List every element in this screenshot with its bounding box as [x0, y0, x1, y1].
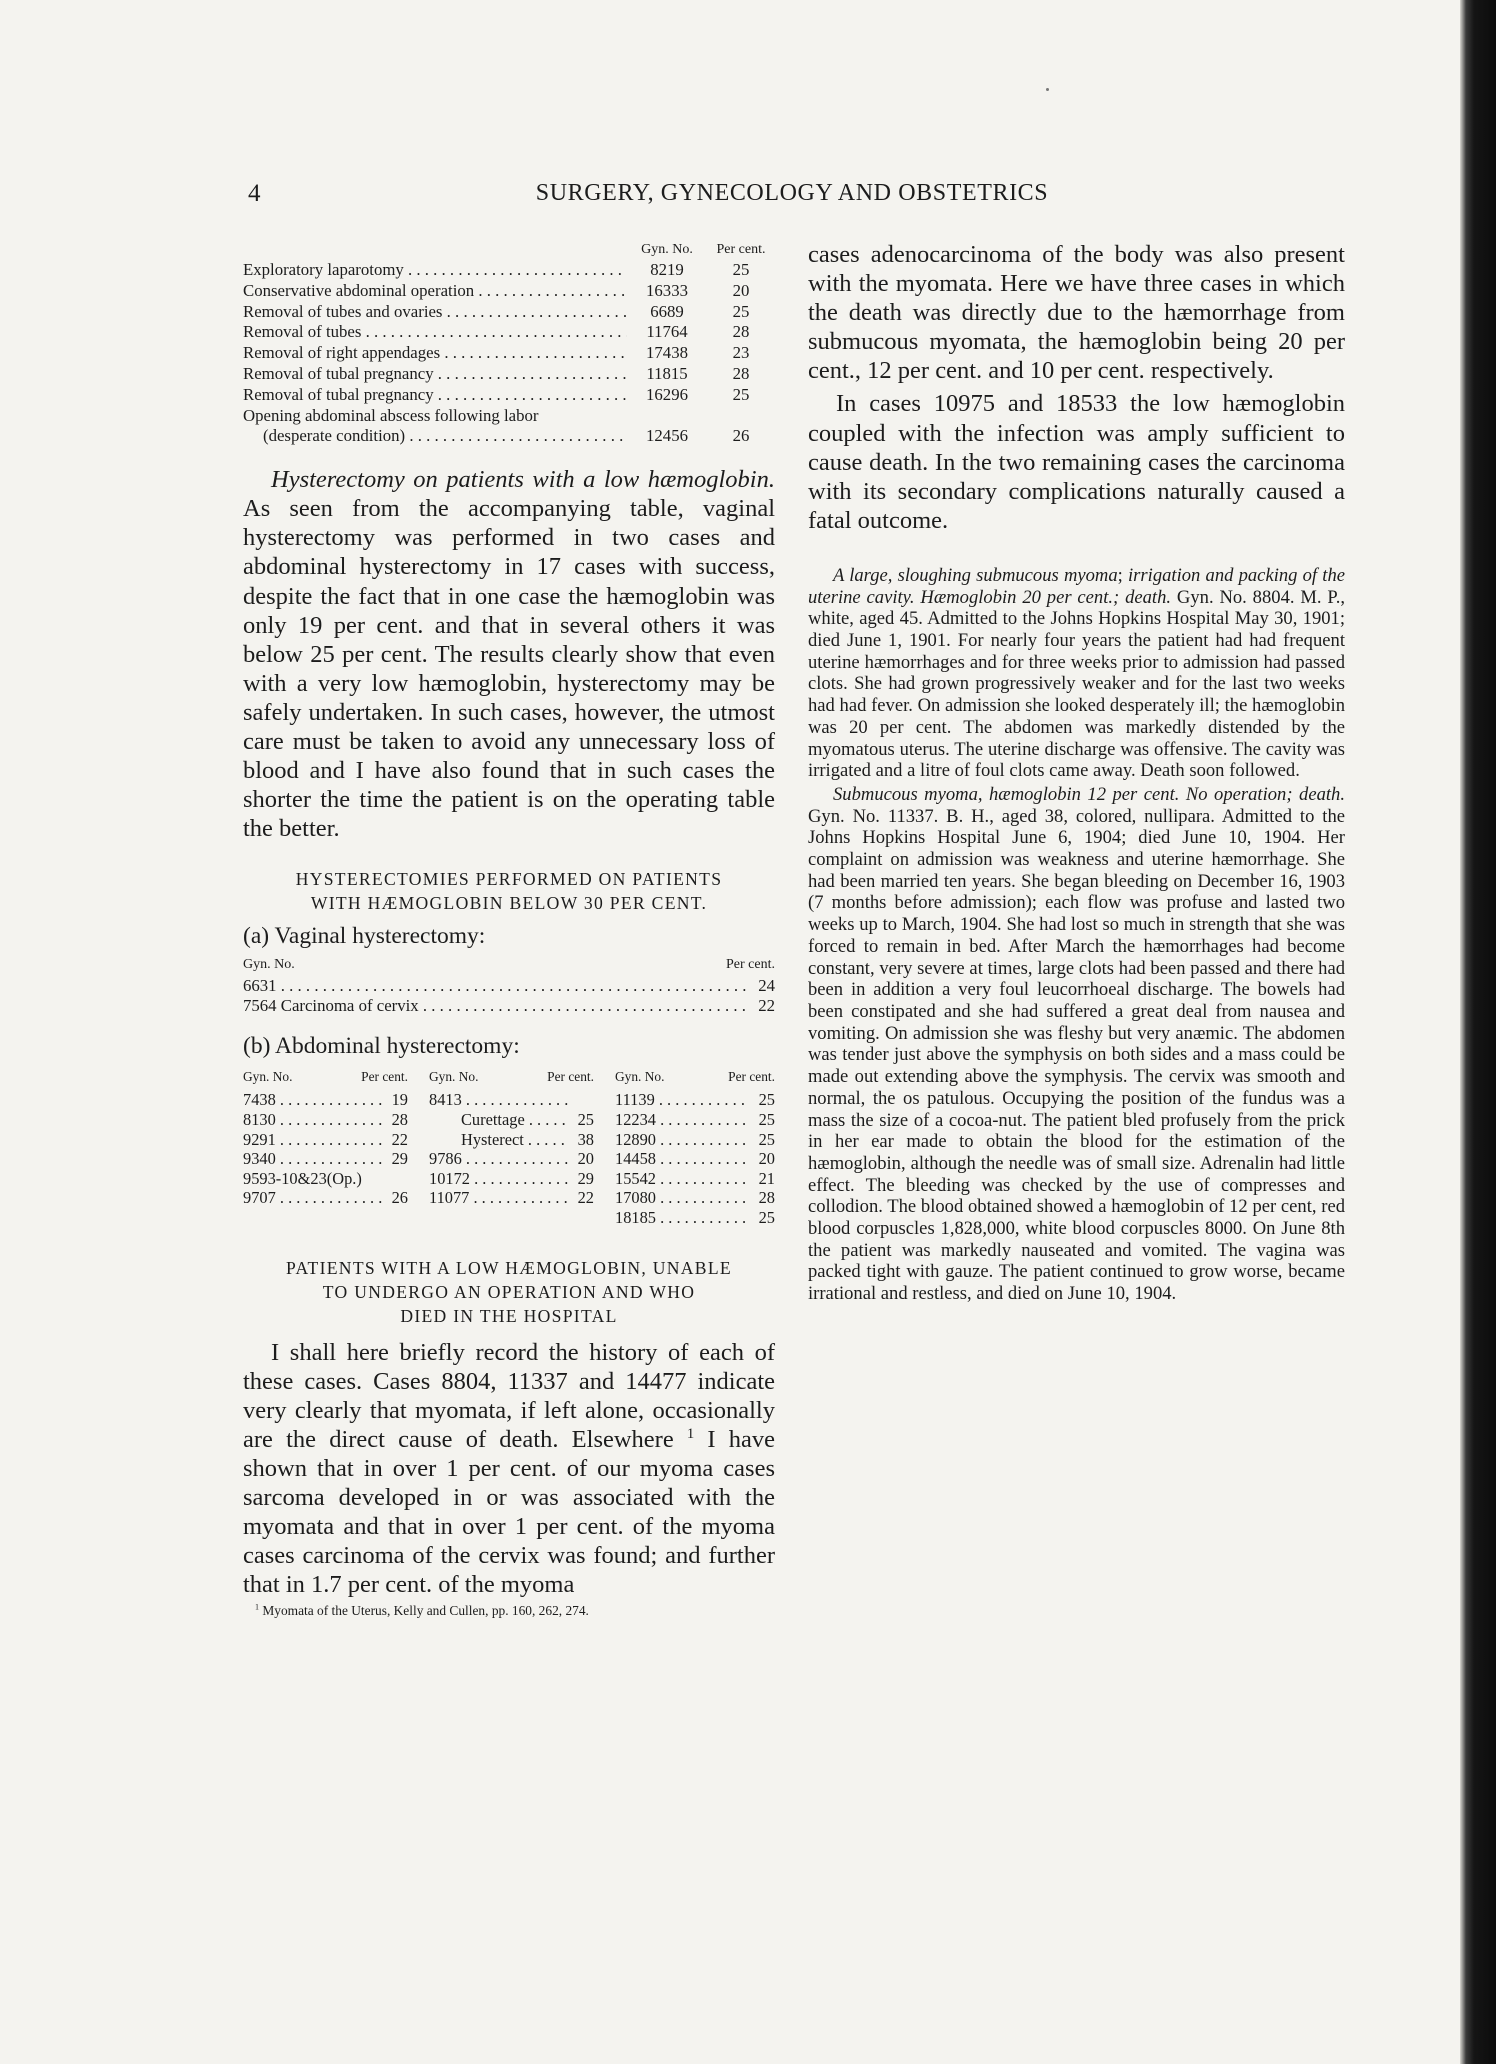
table-row [429, 1110, 594, 1130]
row-pct: 22 [391, 1129, 408, 1149]
table-row [615, 1169, 775, 1189]
abdominal-col-header [429, 1067, 594, 1087]
case-title: A large, sloughing submucous myoma [833, 564, 1118, 586]
row-pct: 22 [577, 1188, 594, 1208]
row-pct: 25 [758, 1110, 775, 1130]
row-pct: 25 [577, 1110, 594, 1130]
row-label: 6631 . . . [243, 976, 749, 997]
row-gyn: 7438 . . . [243, 1090, 382, 1110]
col-header-pct: Per cent. [716, 242, 766, 257]
table-row [243, 1110, 408, 1130]
row-pct: 26 [391, 1188, 408, 1208]
section-heading-line: TO UNDERGO AN OPERATION AND WHO [322, 1281, 696, 1302]
row-gyn: Curettage . . . [429, 1110, 568, 1130]
vaginal-heading: (a) Vaginal hysterectomy: [243, 923, 486, 950]
paragraph-text: As seen from the accompanying table, vaginal hysterectomy was performed in two cases and abdominal hysterectomy in 17 cases with success, despite the fact that in one case the hæmoglobin was only 19 per cent. and that in several others it was below 25 per cent. The results clearly show that even with a very low hæmoglobin, hysterectomy may be safely undertaken. In such cases, however, the utmost care must be taken to avoid any unnecessary loss of blood and I have also found that in such cases the shorter the time the patient is on the operating table the better. [243, 495, 775, 843]
col-header-gyn: Gyn. No. [429, 1068, 479, 1084]
footnote-mark: 1 [255, 1603, 260, 1613]
row-pct: 26 [732, 426, 750, 446]
table-row [243, 1188, 408, 1208]
row-gyn: 9786 . . . [429, 1149, 568, 1169]
row-label: Removal of right appendages . . . [243, 343, 627, 364]
abdominal-col-2 [429, 1067, 594, 1228]
row-gyn: 9340 . . . [243, 1149, 382, 1169]
table-row [243, 996, 775, 1017]
col-header-pct: Per cent. [726, 957, 775, 973]
row-gyn: 6689 [650, 301, 684, 321]
vaginal-table-header [243, 955, 775, 976]
row-pct: 25 [732, 301, 750, 321]
row-gyn: 10172 . . . [429, 1169, 568, 1189]
operations-table-header [243, 240, 775, 260]
row-pct: 20 [758, 1149, 775, 1169]
section-heading-line: DIED IN THE HOSPITAL [400, 1305, 618, 1326]
case-report-8804 [808, 565, 1345, 782]
paragraph-lead: Hysterectomy on patients with a low hæmoglobin. [271, 466, 775, 494]
row-gyn: 12456 [646, 426, 688, 446]
table-row [615, 1110, 775, 1130]
vaginal-table [243, 955, 775, 1017]
section-heading-line: HYSTERECTOMIES PERFORMED ON PATIENTS [295, 869, 723, 890]
row-gyn: 11764 [646, 322, 688, 342]
row-gyn: 9291 . . . [243, 1130, 382, 1150]
paper-speck [1046, 88, 1049, 91]
row-gyn: 8413 . . . [429, 1090, 568, 1110]
case-text: Gyn. No. 11337. B. H., aged 38, colored, nullipara. Admitted to the Johns Hopkins Hospital June 6, 1904; died June 10, 1904. Her complaint on admission was weakness and uterine hæmorrhage. She had been married ten years. She began bleeding on December 16, 1903 (7 months before admission); each flow was profuse and lasted two weeks up to March, 1904. She had lost so much in strength that she was forced to remain in bed. After March the hæmorrhages had become constant, very severe at times, large clots had been passed and there had been in addition a very foul leucorrhoeal discharge. The bowels had been constipated and she had suffered a great deal from nausea and vomiting. On admission she was fleshy but very anæmic. The abdomen was tender just above the symphysis on both sides and a mass could be made out extending above the symphysis. The cervix was smooth and normal, the os patulous. Occupying the position of the fundus was a mass the size of a cocoa-nut. The patient bled profusely from the prick in her ear made to obtain the blood for the estimation of the hæmoglobin, although the needle was of small size. Adrenalin had little effect. The bleeding was checked by the use of compresses and collodion. The blood obtained showed a hæmoglobin of 12 per cent, red blood corpuscles 1,828,000, white blood corpuscles 8000. On June 8th the patient was markedly nauseated and vomited. The vagina was packed tight with gauze. The patient continued to grow worse, became irrational and restless, and died on June 10, 1904. [808, 805, 1345, 1305]
row-pct: 38 [577, 1129, 594, 1149]
operations-table [243, 240, 775, 447]
row-gyn: 11139 . . . [615, 1090, 749, 1110]
section-heading-hysterectomies [243, 867, 775, 915]
row-pct: 24 [758, 975, 775, 995]
right-paragraph-2: In cases 10975 and 18533 the low hæmoglobin coupled with the infection was amply sufficient to cause death. In the two remaining cases the carcinoma with its secondary complications naturally caused a fatal outcome. [808, 390, 1345, 534]
left-column [243, 240, 775, 1619]
col-header-pct: Per cent. [728, 1068, 775, 1084]
col-header-gyn: Gyn. No. [615, 1068, 665, 1084]
row-gyn: 11815 [646, 363, 688, 383]
page-header [243, 180, 1341, 216]
row-pct: 28 [758, 1188, 775, 1208]
col-header-pct: Per cent. [361, 1068, 408, 1084]
row-label: (desperate condition) . . . [243, 426, 627, 447]
row-gyn: 11077 . . . [429, 1188, 568, 1208]
row-gyn: 12234 . . . [615, 1110, 749, 1130]
paragraph-text: I shall here briefly record the history of each of these cases. Cases 8804, 11337 and 14477 indicate very clearly that myomata, if left alone, occasionally are the direct cause of death. Elsewhere [243, 1338, 775, 1453]
abdominal-col-header [243, 1067, 408, 1087]
table-row [429, 1130, 594, 1150]
col-header-gyn: Gyn. No. [641, 242, 693, 257]
abdominal-table [243, 1067, 775, 1228]
running-title: SURGERY, GYNECOLOGY AND OBSTETRICS [535, 180, 1049, 206]
row-pct: 25 [758, 1208, 775, 1228]
table-row [243, 426, 775, 447]
table-row [243, 385, 775, 406]
table-row [429, 1149, 594, 1169]
table-row [243, 406, 775, 427]
row-gyn: 12890 . . . [615, 1130, 749, 1150]
row-pct [568, 1090, 594, 1110]
row-gyn: 17438 [646, 343, 688, 363]
case-title: Submucous myoma, hæmoglobin 12 per cent. No operation; death. [833, 783, 1345, 805]
row-gyn: 8130 . . . [243, 1110, 382, 1130]
row-pct: 28 [732, 322, 750, 342]
row-gyn: 8219 [650, 260, 684, 279]
hysterectomy-paragraph [243, 465, 775, 843]
row-pct: 22 [758, 996, 775, 1016]
table-row [243, 1130, 408, 1150]
section-heading-low-haemoglobin [243, 1256, 775, 1328]
row-pct: 23 [732, 343, 750, 363]
table-row [243, 343, 775, 364]
footnote-text: Myomata of the Uterus, Kelly and Cullen, pp. 160, 262, 274. [259, 1603, 589, 1619]
row-pct: 20 [732, 280, 750, 300]
row-gyn: 9593-10&23(Op.) [243, 1168, 362, 1188]
table-row [243, 322, 775, 343]
section-heading-line: PATIENTS WITH A LOW HÆMOGLOBIN, UNABLE [286, 1257, 732, 1278]
row-label: Removal of tubes . . . [243, 322, 627, 343]
row-pct: 25 [732, 260, 750, 279]
table-row [615, 1090, 775, 1110]
row-label: Conservative abdominal operation . . . [243, 281, 627, 302]
case-separator: ; [1117, 564, 1129, 586]
table-row [429, 1188, 594, 1208]
table-row [243, 260, 775, 281]
row-pct: 29 [577, 1168, 594, 1188]
row-label: Removal of tubal pregnancy . . . [243, 385, 627, 406]
abdominal-heading: (b) Abdominal hysterectomy: [243, 1032, 520, 1059]
row-pct: 21 [758, 1168, 775, 1188]
table-row [243, 1149, 408, 1169]
col-header-pct: Per cent. [547, 1068, 594, 1084]
row-gyn: 9707 . . . [243, 1188, 382, 1208]
table-row [615, 1208, 775, 1228]
row-label: Removal of tubes and ovaries . . . [243, 302, 627, 323]
row-pct: 28 [391, 1110, 408, 1130]
row-pct: 25 [758, 1129, 775, 1149]
row-label: Opening abdominal abscess following labor [243, 405, 539, 425]
row-gyn: Hysterect . . . [429, 1130, 568, 1150]
case-text: Gyn. No. 8804. M. P., white, aged 45. Admitted to the Johns Hopkins Hospital May 30, 1901; died June 1, 1901. For nearly four years the patient had had frequent uterine hæmorrhages and for three weeks prior to admission had passed clots. She had grown progressively weaker and for the last two weeks had had fever. On admission she looked desperately ill; the hæmoglobin was 20 per cent. The abdomen was markedly distended by the myomatous uterus. The uterine discharge was offensive. The cavity was irrigated and a litre of foul clots came away. Death soon followed. [808, 586, 1345, 782]
row-label: 7564 Carcinoma of cervix . . . [243, 996, 749, 1017]
right-paragraph-1: cases adenocarcinoma of the body was also present with the myomata. Here we have three cases in which the death was directly due to the hæmorrhage from submucous myomata, the hæmoglobin being 20 per cent., 12 per cent. and 10 per cent. respectively. [808, 241, 1345, 385]
table-row [615, 1149, 775, 1169]
table-row [243, 1090, 408, 1110]
page-binding-edge [1460, 0, 1496, 2064]
col-header-gyn: Gyn. No. [243, 1068, 293, 1084]
row-gyn: 17080 . . . [615, 1188, 749, 1208]
abdominal-col-1 [243, 1067, 408, 1228]
col-header-gyn: Gyn. No. [243, 957, 295, 973]
abdominal-col-3 [615, 1067, 775, 1228]
footnote [243, 1603, 775, 1619]
row-pct: 19 [391, 1090, 408, 1110]
table-row [615, 1188, 775, 1208]
row-gyn: 14458 . . . [615, 1149, 749, 1169]
footnote-mark: 1 [686, 1425, 695, 1442]
right-column [808, 240, 1345, 1305]
history-paragraph [243, 1338, 775, 1600]
row-pct: 20 [577, 1149, 594, 1169]
paragraph-text: I have shown that in over 1 per cent. of our myoma cases sarcoma developed in or was associated with the myomata and that in over 1 per cent. of the myoma cases carcinoma of the cervix was found; and further that in 1.7 per cent. of the myoma [243, 1425, 775, 1599]
row-gyn: 16333 [646, 280, 688, 300]
table-row [243, 281, 775, 302]
table-row [243, 364, 775, 385]
row-gyn: 15542 . . . [615, 1169, 749, 1189]
case-report-11337 [808, 784, 1345, 1305]
page-number: 4 [248, 180, 261, 207]
row-gyn: 16296 [646, 384, 688, 404]
row-pct: 29 [391, 1149, 408, 1169]
row-pct: 28 [732, 363, 750, 383]
row-label: Exploratory laparotomy . . . [243, 260, 627, 281]
row-pct: 25 [758, 1090, 775, 1110]
row-pct: 25 [732, 384, 750, 404]
table-row [429, 1090, 594, 1110]
table-row [429, 1169, 594, 1189]
section-heading-line: WITH HÆMOGLOBIN BELOW 30 PER CENT. [310, 893, 708, 914]
abdominal-col-header [615, 1067, 775, 1087]
case-title: irrigation and packing of the uterine cavity. Hæmoglobin 20 per cent.; death. [808, 564, 1345, 608]
row-label: Removal of tubal pregnancy . . . [243, 364, 627, 385]
table-row [243, 976, 775, 997]
table-row [243, 302, 775, 323]
table-row [615, 1130, 775, 1150]
row-gyn: 18185 . . . [615, 1208, 749, 1228]
table-row [243, 1169, 408, 1189]
row-pct [382, 1169, 408, 1189]
